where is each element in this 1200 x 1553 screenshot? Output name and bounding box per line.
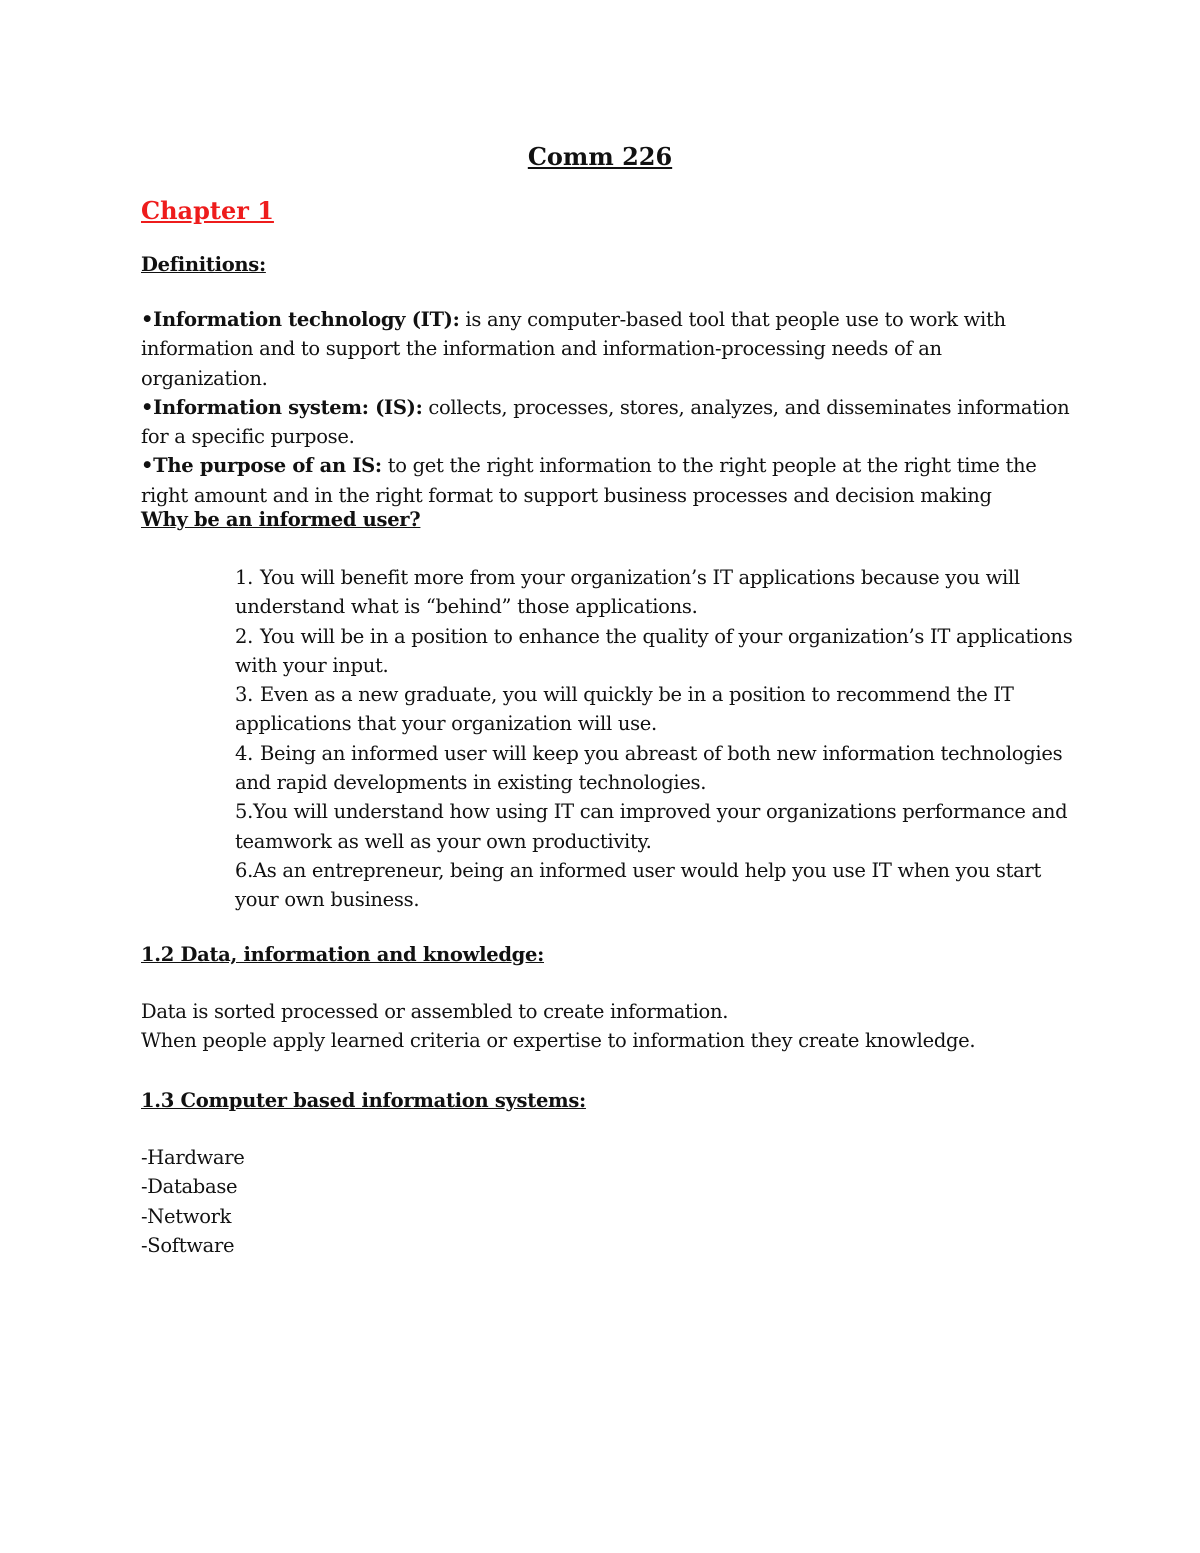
definitions-list <box>141 305 1071 510</box>
list-item-text: Even as a new graduate, you will quickly be in a position to recommend the IT applications that your organization will use. <box>235 683 1014 736</box>
definition-item <box>141 451 1071 510</box>
list-item-text: As an entrepreneur, being an informed user would help you use IT when you start your own business. <box>235 858 1041 912</box>
definition-item <box>141 393 1071 452</box>
list-item-number: 3. <box>235 683 254 707</box>
list-item-number: 1. <box>235 566 254 589</box>
definition-item <box>141 305 1071 393</box>
chapter-heading: Chapter 1 <box>141 196 274 225</box>
definition-body: collects, processes, stores, analyzes, and disseminates information for a specific purpose. <box>141 395 1070 449</box>
definition-term: •Information technology (IT): <box>141 308 460 331</box>
section-1-3-heading: 1.3 Computer based information systems: <box>141 1089 586 1112</box>
informed-user-heading: Why be an informed user? <box>141 508 421 531</box>
list-item-text: Being an informed user will keep you abreast of both new information technologies and rapid developments in existing technologies. <box>235 741 1063 795</box>
section-1-2-body <box>141 997 1071 1056</box>
list-item-number: 5. <box>235 800 254 824</box>
list-item <box>235 739 1075 798</box>
list-item <box>235 680 1075 739</box>
definition-term: •Information system: (IS): <box>141 395 423 419</box>
list-item-number: 6. <box>235 858 254 882</box>
list-item <box>235 856 1075 915</box>
component-item-software: -Software <box>141 1233 235 1257</box>
document-title: Comm 226 <box>527 142 673 171</box>
component-item-database: -Database <box>141 1175 238 1199</box>
list-item-number: 2. <box>235 624 254 648</box>
list-item-text: You will benefit more from your organization’s IT applications because you will understand what is “behind” those applications. <box>235 566 1020 619</box>
definitions-heading: Definitions: <box>141 253 266 276</box>
list-item-text: You will be in a position to enhance the quality of your organization’s IT applications with your input. <box>235 624 1073 677</box>
definition-term: •The purpose of an IS: <box>141 454 382 478</box>
component-item-network: -Network <box>141 1204 232 1228</box>
component-item-hardware: -Hardware <box>141 1146 245 1169</box>
list-item <box>235 797 1075 856</box>
section-1-2-heading: 1.2 Data, information and knowledge: <box>141 943 544 966</box>
list-item <box>235 563 1075 622</box>
list-item-number: 4. <box>235 741 254 765</box>
definition-body: to get the right information to the right people at the right time the right amount and in the right format to support business processes and decision making <box>141 454 1037 507</box>
list-item <box>235 622 1075 681</box>
informed-user-list <box>235 563 1075 915</box>
paragraph-line: Data is sorted processed or assembled to create information. <box>141 1000 729 1023</box>
paragraph-line: When people apply learned criteria or expertise to information they create knowledge. <box>141 1029 976 1053</box>
list-item-text: You will understand how using IT can improved your organizations performance and teamwork as well as your own productivity. <box>235 800 1068 853</box>
component-list <box>141 1143 1071 1260</box>
definition-body: is any computer-based tool that people use to work with information and to support the information and information-processing needs of an organization. <box>141 308 1006 390</box>
